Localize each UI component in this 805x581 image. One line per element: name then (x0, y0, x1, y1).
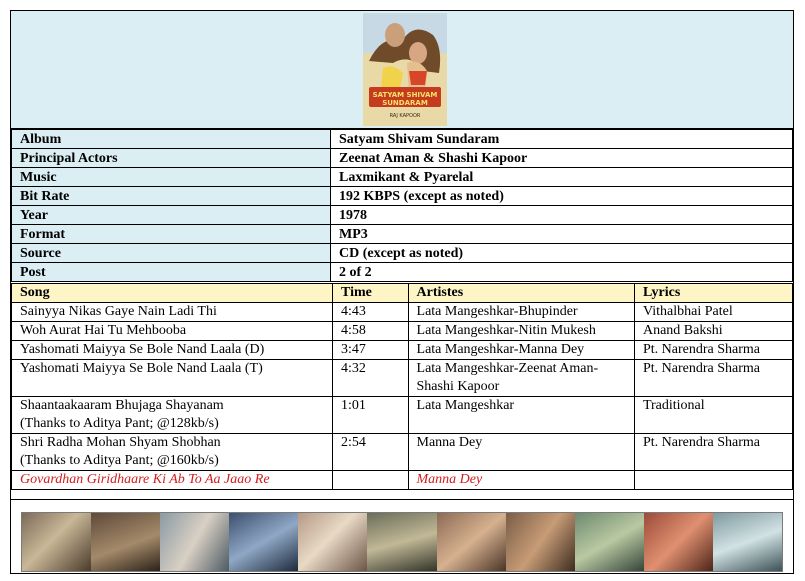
still-image (644, 513, 713, 571)
song-time: 1:01 (333, 397, 408, 434)
still-image (713, 513, 782, 571)
still-image (91, 513, 160, 571)
header-song: Song (12, 284, 333, 303)
poster-art (363, 13, 447, 126)
song-artistes: Lata Mangeshkar (408, 397, 634, 434)
song-lyrics: Pt. Narendra Sharma (634, 360, 792, 397)
song-row (12, 471, 793, 490)
still-image (575, 513, 644, 571)
info-row (12, 168, 793, 187)
song-lyrics: Pt. Narendra Sharma (634, 434, 792, 471)
song-lyrics: Anand Bakshi (634, 322, 792, 341)
song-row (12, 397, 793, 434)
song-artistes: Lata Mangeshkar-Manna Dey (408, 341, 634, 360)
svg-text:SATYAM SHIVAM: SATYAM SHIVAM (372, 91, 438, 99)
song-row (12, 303, 793, 322)
poster-row (11, 11, 793, 129)
info-key: Principal Actors (12, 149, 331, 168)
info-value: 2 of 2 (331, 263, 793, 282)
song-time: 3:47 (333, 341, 408, 360)
still-image (437, 513, 506, 571)
info-value: CD (except as noted) (331, 244, 793, 263)
song-row (12, 360, 793, 397)
song-artistes: Lata Mangeshkar-Nitin Mukesh (408, 322, 634, 341)
svg-text:RAJ KAPOOR: RAJ KAPOOR (389, 113, 421, 119)
info-key: Source (12, 244, 331, 263)
header-time: Time (333, 284, 408, 303)
film-stills-strip (21, 512, 783, 572)
still-image (367, 513, 436, 571)
info-row (12, 149, 793, 168)
song-title-cell (12, 471, 333, 490)
song-title-cell (12, 434, 333, 471)
song-title: Woh Aurat Hai Tu Mehbooba (20, 323, 187, 338)
song-title: Yashomati Maiyya Se Bole Nand Laala (D) (20, 342, 265, 357)
info-row (12, 225, 793, 244)
song-title: Shri Radha Mohan Shyam Shobhan (20, 435, 221, 450)
song-lyrics (634, 471, 792, 490)
song-title: Sainyya Nikas Gaye Nain Ladi Thi (20, 304, 217, 319)
song-title-cell (12, 303, 333, 322)
song-time: 4:32 (333, 360, 408, 397)
info-key: Year (12, 206, 331, 225)
song-time: 4:43 (333, 303, 408, 322)
info-key: Post (12, 263, 331, 282)
song-row (12, 434, 793, 471)
info-key: Music (12, 168, 331, 187)
song-lyrics: Vithalbhai Patel (634, 303, 792, 322)
song-list-header (12, 284, 793, 303)
song-artistes: Manna Dey (408, 471, 634, 490)
song-list-table (11, 283, 793, 490)
song-lyrics: Pt. Narendra Sharma (634, 341, 792, 360)
still-image (506, 513, 575, 571)
info-value: Laxmikant & Pyarelal (331, 168, 793, 187)
album-post-table (10, 10, 794, 574)
blank-row (11, 499, 793, 510)
song-title-cell (12, 397, 333, 434)
still-image (298, 513, 367, 571)
song-title: Yashomati Maiyya Se Bole Nand Laala (T) (20, 361, 263, 376)
info-value: Zeenat Aman & Shashi Kapoor (331, 149, 793, 168)
song-artistes: Lata Mangeshkar-Bhupinder (408, 303, 634, 322)
song-title: Shaantaakaaram Bhujaga Shayanam (20, 398, 224, 413)
info-value: Satyam Shivam Sundaram (331, 130, 793, 149)
song-artistes: Manna Dey (408, 434, 634, 471)
info-key: Album (12, 130, 331, 149)
song-title-cell (12, 341, 333, 360)
album-info-table (11, 129, 793, 282)
album-cover-image (363, 13, 447, 126)
header-lyrics: Lyrics (634, 284, 792, 303)
song-title: Govardhan Giridhaare Ki Ab To Aa Jaao Re (20, 472, 270, 487)
info-value: MP3 (331, 225, 793, 244)
still-image (22, 513, 91, 571)
song-note: (Thanks to Aditya Pant; @128kb/s) (20, 416, 219, 431)
info-row (12, 130, 793, 149)
info-row (12, 244, 793, 263)
song-time: 4:58 (333, 322, 408, 341)
song-note: (Thanks to Aditya Pant; @160kb/s) (20, 453, 219, 468)
info-row (12, 187, 793, 206)
song-title-cell (12, 360, 333, 397)
song-lyrics: Traditional (634, 397, 792, 434)
svg-text:SUNDARAM: SUNDARAM (382, 99, 428, 107)
song-row (12, 341, 793, 360)
info-key: Format (12, 225, 331, 244)
song-time: 2:54 (333, 434, 408, 471)
song-time (333, 471, 408, 490)
info-row (12, 263, 793, 282)
song-row (12, 322, 793, 341)
info-key: Bit Rate (12, 187, 331, 206)
still-image (160, 513, 229, 571)
info-value: 1978 (331, 206, 793, 225)
info-value: 192 KBPS (except as noted) (331, 187, 793, 206)
song-title-cell (12, 322, 333, 341)
still-image (229, 513, 298, 571)
header-artistes: Artistes (408, 284, 634, 303)
info-row (12, 206, 793, 225)
song-artistes: Lata Mangeshkar-Zeenat Aman-Shashi Kapoor (408, 360, 634, 397)
